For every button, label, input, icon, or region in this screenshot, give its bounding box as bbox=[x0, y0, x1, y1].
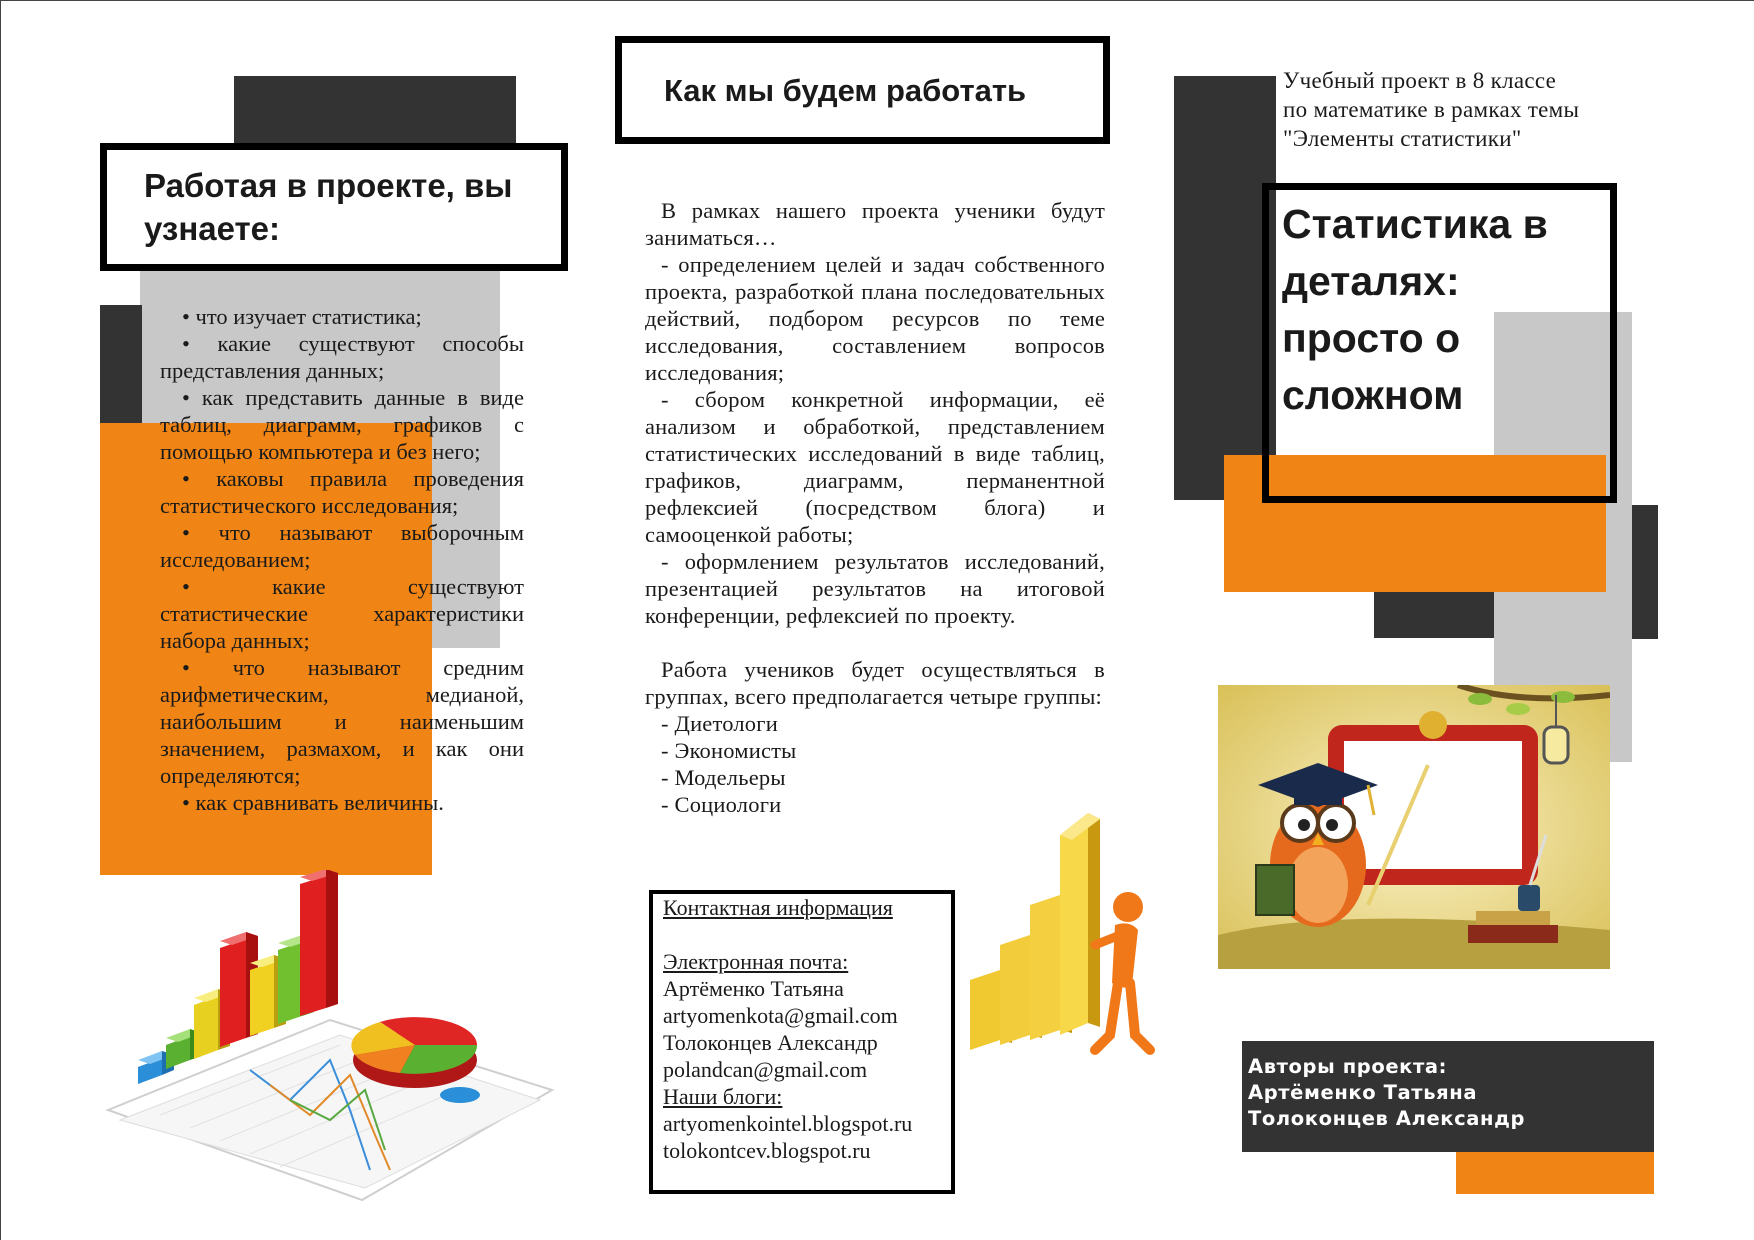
book bbox=[1256, 865, 1294, 915]
bullet-item: • как сравнивать величины. bbox=[160, 789, 524, 816]
group-item: - Экономисты bbox=[661, 738, 797, 763]
title-line: деталях: bbox=[1282, 258, 1460, 304]
bullet-item: • что называют выборочным исследованием; bbox=[160, 519, 524, 573]
lantern bbox=[1544, 727, 1568, 763]
contact-content bbox=[663, 894, 963, 1164]
person-building-bars-illustration bbox=[960, 795, 1160, 1085]
yellow-stair-bars bbox=[970, 813, 1100, 1050]
contact-title: Контактная информация bbox=[663, 895, 893, 920]
bullet-item: • каковы правила проведения статистического исследования; bbox=[160, 465, 524, 519]
blogs-label: Наши блоги: bbox=[663, 1084, 783, 1109]
authors-label: Авторы проекта: bbox=[1248, 1055, 1448, 1078]
bullet-item: • что называют средним арифметическим, медианой, наибольшим и наименьшим значением, размахом, и как они определяются; bbox=[160, 654, 524, 789]
books-stack bbox=[1468, 925, 1558, 943]
group-item: - Социологи bbox=[661, 792, 782, 817]
subtitle-line: Учебный проект в 8 классе bbox=[1283, 68, 1557, 93]
deco-dark-block-top-left bbox=[234, 76, 516, 148]
contact-person: Толоконцев Александр bbox=[663, 1030, 878, 1055]
subtitle bbox=[1283, 66, 1723, 153]
author-name: Толоконцев Александр bbox=[1248, 1107, 1526, 1130]
middle-intro: В рамках нашего проекта ученики будут заниматься… bbox=[645, 198, 1105, 250]
activity-item: - определением целей и задач собственного проекта, разработкой плана последовательных действий, подбором ресурсов по теме исследования, составлением вопросов исследования; bbox=[645, 252, 1105, 385]
deco-dark-block-right-small bbox=[1632, 505, 1658, 639]
deco-orange-block-authors bbox=[1456, 1150, 1654, 1194]
authors-content bbox=[1248, 1054, 1648, 1132]
blog-link[interactable]: tolokontcev.blogspot.ru bbox=[663, 1138, 871, 1163]
left-bullet-list bbox=[160, 303, 524, 816]
deco-dark-block-right-tall bbox=[1174, 76, 1276, 500]
deco-dark-block-left bbox=[100, 305, 142, 425]
bullet-item: • какие существуют способы представления данных; bbox=[160, 330, 524, 384]
subtitle-line: "Элементы статистики" bbox=[1283, 126, 1522, 151]
author-name: Артёменко Татьяна bbox=[1248, 1081, 1478, 1104]
leaf bbox=[1551, 691, 1575, 703]
activity-item: - сбором конкретной информации, её анализом и обработкой, представлением статистических исследований в виде таблиц, графиков, диаграмм, перманентной рефлексией (посредством блога) и самооценкой работы; bbox=[645, 387, 1105, 547]
deco-dark-block-right-bottom bbox=[1374, 590, 1494, 638]
blog-link[interactable]: artyomenkointel.blogspot.ru bbox=[663, 1111, 913, 1136]
contact-person: Артёменко Татьяна bbox=[663, 976, 844, 1001]
main-title bbox=[1282, 196, 1548, 424]
group-item: - Модельеры bbox=[661, 765, 786, 790]
owl-teacher-illustration bbox=[1218, 685, 1610, 969]
title-line: просто о bbox=[1282, 315, 1461, 361]
activity-item: - оформлением результатов исследований, презентацией результатов на итоговой конференции, рефлексией по проекту. bbox=[645, 549, 1105, 628]
bullet-item: • что изучает статистика; bbox=[160, 303, 524, 330]
group-item: - Диетологи bbox=[661, 711, 778, 736]
email-label: Электронная почта: bbox=[663, 949, 849, 974]
title-line: сложном bbox=[1282, 372, 1464, 418]
groups-intro: Работа учеников будет осуществляться в группах, всего предполагается четыре группы: bbox=[645, 657, 1105, 709]
bullet-item: • какие существуют статистические характеристики набора данных; bbox=[160, 573, 524, 654]
bar-chart-illustration bbox=[100, 870, 560, 1205]
subtitle-line: по математике в рамках темы bbox=[1283, 97, 1580, 122]
leaf bbox=[1468, 693, 1492, 705]
left-heading: Работая в проекте, вы узнаете: bbox=[144, 167, 513, 247]
leaf bbox=[1506, 703, 1530, 715]
bullet-item: • как представить данные в виде таблиц, диаграмм, графиков с помощью компьютера и без него; bbox=[160, 384, 524, 465]
middle-heading: Как мы будем работать bbox=[664, 73, 1027, 108]
middle-body bbox=[645, 197, 1105, 818]
orange-figure bbox=[1095, 892, 1150, 1050]
title-line: Статистика в bbox=[1282, 201, 1548, 247]
email-link[interactable]: polandcan@gmail.com bbox=[663, 1057, 868, 1082]
email-link[interactable]: artyomenkota@gmail.com bbox=[663, 1003, 898, 1028]
ink-bottle bbox=[1518, 885, 1540, 911]
